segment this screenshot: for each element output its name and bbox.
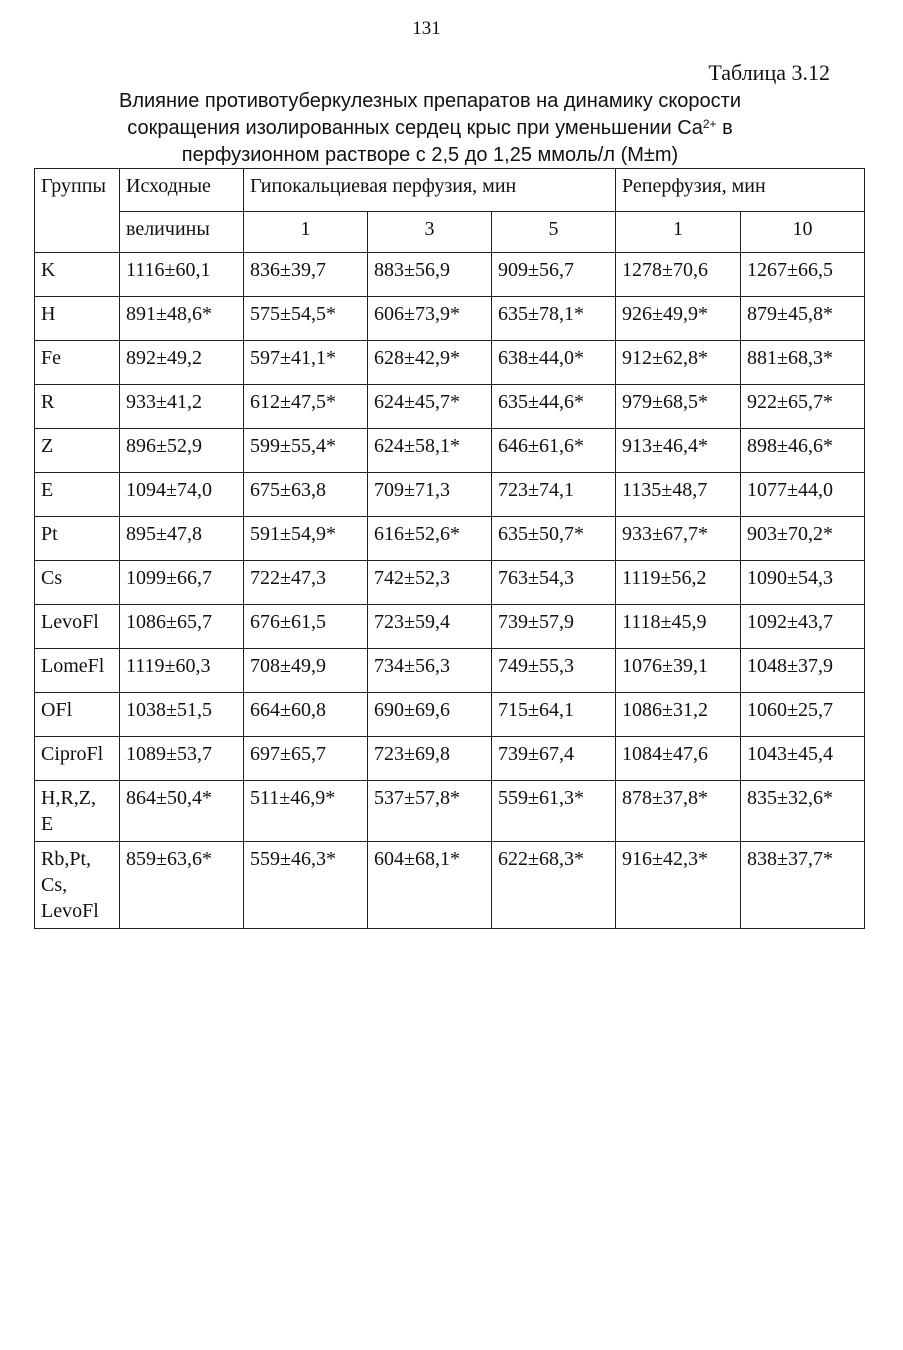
value-cell: 913±46,4* (616, 429, 741, 473)
value-cell: 896±52,9 (120, 429, 244, 473)
value-cell: 1048±37,9 (741, 649, 865, 693)
value-cell: 933±41,2 (120, 385, 244, 429)
header-hypo-time: 5 (492, 212, 616, 253)
value-cell: 708±49,9 (244, 649, 368, 693)
value-cell: 1043±45,4 (741, 737, 865, 781)
table-row (35, 781, 865, 842)
table-row (35, 605, 865, 649)
value-cell: 622±68,3* (492, 842, 616, 929)
value-cell: 511±46,9* (244, 781, 368, 842)
value-cell: 1278±70,6 (616, 253, 741, 297)
group-line: Cs, (41, 874, 68, 896)
value-cell: 1135±48,7 (616, 473, 741, 517)
value-cell: 1099±66,7 (120, 561, 244, 605)
header-groups: Группы (35, 169, 120, 253)
value-cell: 1060±25,7 (741, 693, 865, 737)
group-cell: Z (35, 429, 120, 473)
value-cell: 979±68,5* (616, 385, 741, 429)
value-cell: 559±46,3* (244, 842, 368, 929)
page-number: 131 (412, 18, 441, 39)
value-cell: 635±44,6* (492, 385, 616, 429)
group-line: E (41, 813, 54, 835)
header-hypo: Гипокальциевая перфузия, мин (244, 169, 616, 212)
header-initial: Исходные (120, 169, 244, 212)
group-cell: LevoFl (35, 605, 120, 649)
header-row-2 (35, 212, 865, 253)
header-row-1 (35, 169, 865, 212)
value-cell: 916±42,3* (616, 842, 741, 929)
table-row (35, 693, 865, 737)
value-cell: 723±74,1 (492, 473, 616, 517)
group-cell (35, 781, 120, 842)
value-cell: 575±54,5* (244, 297, 368, 341)
value-cell: 1076±39,1 (616, 649, 741, 693)
group-cell: R (35, 385, 120, 429)
value-cell: 1119±60,3 (120, 649, 244, 693)
group-cell: OFl (35, 693, 120, 737)
value-cell: 628±42,9* (368, 341, 492, 385)
title-line-2-text: сокращения изолированных сердец крыс при уменьшении Ca (127, 117, 703, 139)
value-cell: 597±41,1* (244, 341, 368, 385)
group-line: H,R,Z, (41, 787, 96, 809)
table-title (60, 88, 800, 169)
value-cell: 646±61,6* (492, 429, 616, 473)
value-cell: 734±56,3 (368, 649, 492, 693)
value-cell: 1094±74,0 (120, 473, 244, 517)
table-row (35, 737, 865, 781)
value-cell: 859±63,6* (120, 842, 244, 929)
value-cell: 1086±65,7 (120, 605, 244, 649)
group-cell: K (35, 253, 120, 297)
header-initial-2: величины (120, 212, 244, 253)
value-cell: 559±61,3* (492, 781, 616, 842)
value-cell: 1118±45,9 (616, 605, 741, 649)
value-cell: 838±37,7* (741, 842, 865, 929)
header-reperf-time: 1 (616, 212, 741, 253)
value-cell: 1086±31,2 (616, 693, 741, 737)
value-cell: 599±55,4* (244, 429, 368, 473)
group-cell: H (35, 297, 120, 341)
table-row (35, 385, 865, 429)
value-cell: 1092±43,7 (741, 605, 865, 649)
table-label: Таблица 3.12 (708, 60, 830, 85)
value-cell: 1119±56,2 (616, 561, 741, 605)
value-cell: 878±37,8* (616, 781, 741, 842)
table-row (35, 341, 865, 385)
table-body (35, 253, 865, 929)
value-cell: 1038±51,5 (120, 693, 244, 737)
value-cell: 933±67,7* (616, 517, 741, 561)
value-cell: 883±56,9 (368, 253, 492, 297)
group-cell: CiproFl (35, 737, 120, 781)
header-reperf-time: 10 (741, 212, 865, 253)
title-superscript: 2+ (702, 117, 717, 131)
table-row (35, 297, 865, 341)
value-cell: 742±52,3 (368, 561, 492, 605)
value-cell: 898±46,6* (741, 429, 865, 473)
value-cell: 903±70,2* (741, 517, 865, 561)
title-line-1: Влияние противотуберкулезных препаратов на динамику скорости (118, 90, 742, 112)
value-cell: 1089±53,7 (120, 737, 244, 781)
value-cell: 1116±60,1 (120, 253, 244, 297)
value-cell: 697±65,7 (244, 737, 368, 781)
value-cell: 891±48,6* (120, 297, 244, 341)
value-cell: 895±47,8 (120, 517, 244, 561)
group-cell: Pt (35, 517, 120, 561)
value-cell: 763±54,3 (492, 561, 616, 605)
header-reperf: Реперфузия, мин (616, 169, 865, 212)
table-row (35, 473, 865, 517)
value-cell: 690±69,6 (368, 693, 492, 737)
value-cell: 612±47,5* (244, 385, 368, 429)
value-cell: 604±68,1* (368, 842, 492, 929)
value-cell: 881±68,3* (741, 341, 865, 385)
value-cell: 879±45,8* (741, 297, 865, 341)
value-cell: 537±57,8* (368, 781, 492, 842)
group-line: Rb,Pt, (41, 848, 92, 870)
value-cell: 664±60,8 (244, 693, 368, 737)
value-cell: 1267±66,5 (741, 253, 865, 297)
value-cell: 676±61,5 (244, 605, 368, 649)
value-cell: 675±63,8 (244, 473, 368, 517)
value-cell: 722±47,3 (244, 561, 368, 605)
value-cell: 739±57,9 (492, 605, 616, 649)
title-line-2-end: в (716, 117, 733, 139)
value-cell: 864±50,4* (120, 781, 244, 842)
value-cell: 836±39,7 (244, 253, 368, 297)
header-hypo-time: 1 (244, 212, 368, 253)
group-cell: Cs (35, 561, 120, 605)
value-cell: 715±64,1 (492, 693, 616, 737)
value-cell: 892±49,2 (120, 341, 244, 385)
table-row (35, 429, 865, 473)
title-line-3: перфузионном растворе с 2,5 до 1,25 ммоль/л (M±m) (181, 144, 679, 166)
value-cell: 909±56,7 (492, 253, 616, 297)
value-cell: 723±69,8 (368, 737, 492, 781)
value-cell: 835±32,6* (741, 781, 865, 842)
value-cell: 624±58,1* (368, 429, 492, 473)
value-cell: 635±78,1* (492, 297, 616, 341)
value-cell: 739±67,4 (492, 737, 616, 781)
value-cell: 723±59,4 (368, 605, 492, 649)
data-table (34, 168, 865, 929)
value-cell: 1077±44,0 (741, 473, 865, 517)
header-hypo-time: 3 (368, 212, 492, 253)
value-cell: 624±45,7* (368, 385, 492, 429)
value-cell: 606±73,9* (368, 297, 492, 341)
value-cell: 591±54,9* (244, 517, 368, 561)
value-cell: 709±71,3 (368, 473, 492, 517)
value-cell: 912±62,8* (616, 341, 741, 385)
value-cell: 922±65,7* (741, 385, 865, 429)
group-cell: LomeFl (35, 649, 120, 693)
title-line-2 (60, 115, 800, 142)
group-cell: E (35, 473, 120, 517)
table-row (35, 517, 865, 561)
value-cell: 926±49,9* (616, 297, 741, 341)
value-cell: 616±52,6* (368, 517, 492, 561)
group-cell: Fe (35, 341, 120, 385)
group-line: LevoFl (41, 900, 99, 922)
value-cell: 638±44,0* (492, 341, 616, 385)
table-row (35, 649, 865, 693)
value-cell: 749±55,3 (492, 649, 616, 693)
value-cell: 635±50,7* (492, 517, 616, 561)
value-cell: 1090±54,3 (741, 561, 865, 605)
value-cell: 1084±47,6 (616, 737, 741, 781)
group-cell (35, 842, 120, 929)
table-row (35, 253, 865, 297)
table-row (35, 561, 865, 605)
table-row (35, 842, 865, 929)
